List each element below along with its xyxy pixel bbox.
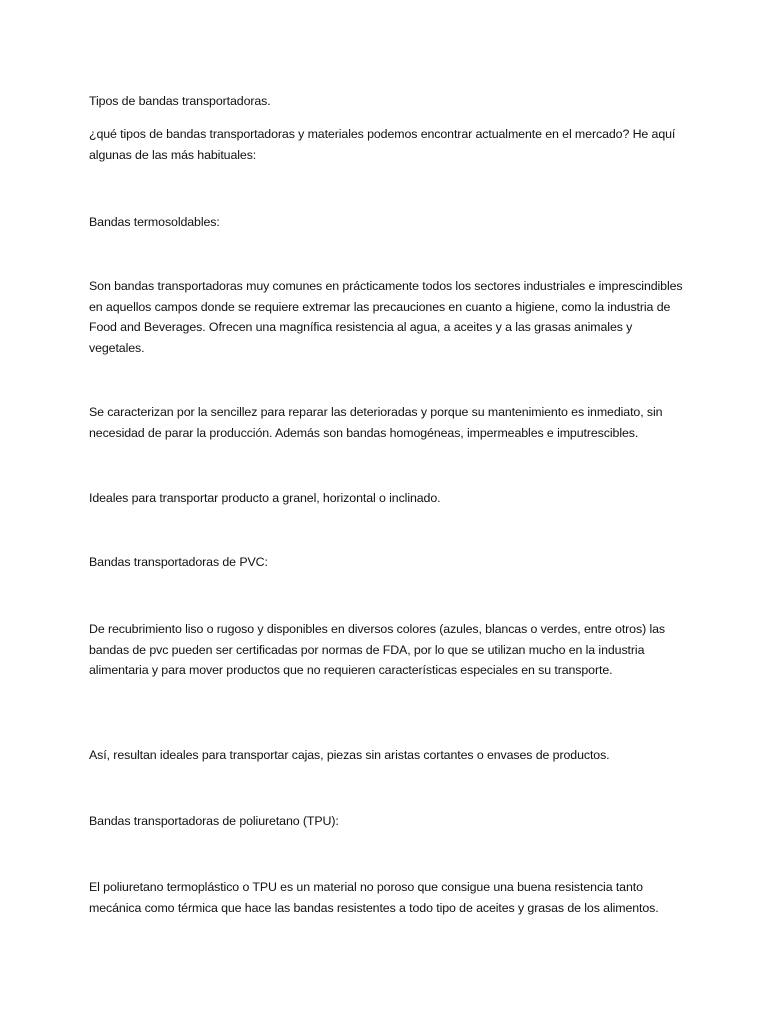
section-heading-termosoldables: Bandas termosoldables: (89, 215, 220, 229)
paragraph-tpu-description: El poliuretano termoplástico o TPU es un material no poroso que consigue una buena resistencia tanto mecánica como térmica que hace las bandas resistentes a todo tipo de aceites y grasas de los alimentos. (89, 880, 659, 915)
paragraph-pvc-description: De recubrimiento liso o rugoso y disponibles en diversos colores (azules, blancas o verdes, entre otros) las bandas de pvc pueden ser certificadas por normas de FDA, por lo que se utilizan mucho en la industria alimentaria y para mover productos que no requieren características especiales en su transporte. (89, 622, 665, 677)
intro-paragraph: ¿qué tipos de bandas transportadoras y materiales podemos encontrar actualmente en el mercado? He aquí algunas de las más habituales: (89, 127, 676, 162)
paragraph-termosoldables-description: Son bandas transportadoras muy comunes en prácticamente todos los sectores industriales e imprescindibles en aquellos campos donde se requiere extremar las precauciones en cuanto a higiene, como la industria de Food and Beverages. Ofrecen una magnífica resistencia al agua, a aceites y a las grasas animales y vegetales. (89, 279, 683, 355)
section-heading-tpu: Bandas transportadoras de poliuretano (TPU): (89, 814, 339, 828)
paragraph-pvc-uses: Así, resultan ideales para transportar cajas, piezas sin aristas cortantes o envases de productos. (89, 748, 610, 762)
paragraph-termosoldables-uses: Ideales para transportar producto a granel, horizontal o inclinado. (89, 491, 441, 505)
paragraph-termosoldables-maintenance: Se caracterizan por la sencillez para reparar las deterioradas y porque su mantenimiento es inmediato, sin necesidad de parar la producción. Además son bandas homogéneas, impermeables e imputrescibles. (89, 405, 663, 440)
document-title: Tipos de bandas transportadoras. (89, 94, 271, 108)
section-heading-pvc: Bandas transportadoras de PVC: (89, 555, 268, 569)
